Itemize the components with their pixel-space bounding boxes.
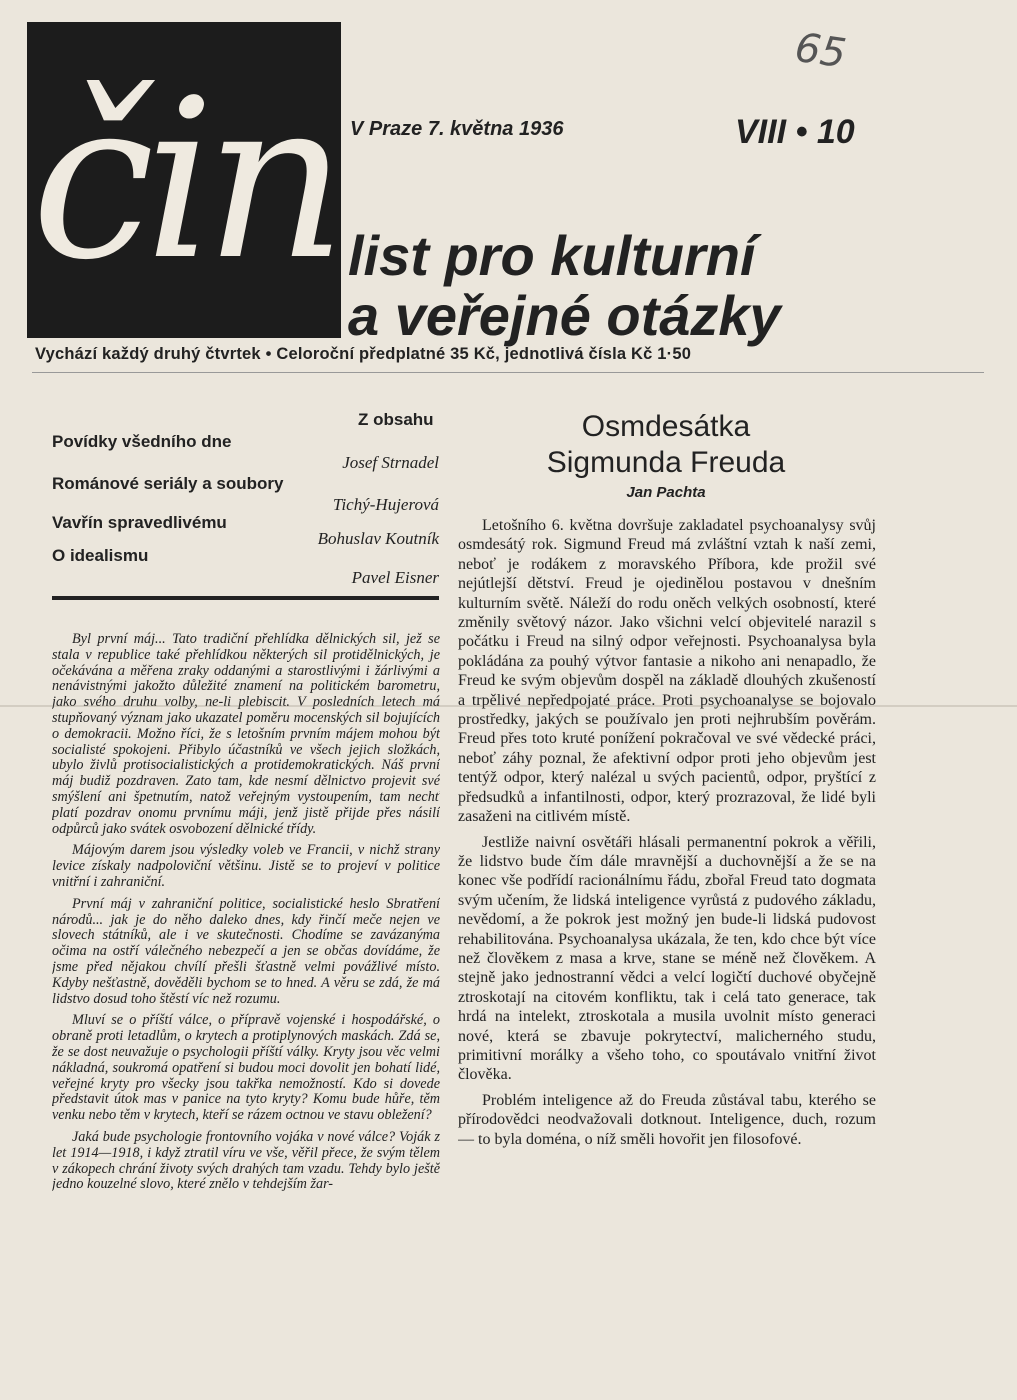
editorial-paragraph: Byl první máj... Tato tradiční přehlídka dělnických sil, jež se stala v republice také přehlídkou některých sil protidělnických, je očekávána a měřena zraky oddanými a starostlivými i žárlivými a nenávistnými jakožto důležité znamení na politickém barometru, jako svého druhu volby, ne-li plebiscit. V posledních letech má stupňovaný význam jako ukazatel poměru mocenských sil bojujících o demokracii. Možno říci, že s letošním prvním májem mohou být socialisté spokojeni. Přibylo účastníků ve všech jejich složkách, ubylo živlů protisocialistických a protidemokratických. Náš první máj budiž pozdraven. Zato tam, kde nesmí dělnictvo projevit své smýšlení ani špetnutím, natož veřejným vystoupením, tam nechť platí pozdrav onomu prvnímu máji, jenž jistě přijde přes násilí odpůrců jako svátek osvobození dělnické třídy. xyxy=(52,632,440,837)
dateline: V Praze 7. května 1936 xyxy=(350,118,564,140)
contents-title: Románové seriály a soubory xyxy=(52,474,284,493)
subtitle-line-1: list pro kulturní xyxy=(348,224,756,287)
contents-title: Povídky všedního dne xyxy=(52,432,232,451)
logo-text: čin xyxy=(31,52,337,308)
header-divider xyxy=(32,372,984,373)
article-paragraph: Letošního 6. května dovršuje zakladatel psychoanalysy svůj osmdesátý rok. Sigmund Freud má zvláštní vztah k naší zemi, neboť je rodákem z moravského Příbora, kde prožil své nejútlejší dětství. Freud je ojedinělou postavou v dnešním kulturním světě. Náleží do rodu oněch velkých osobností, které změnily světový názor. Jako všichni velcí objevitelé narazil s počátku i Freud na silný odpor veřejnosti. Psychoanalysa byla pokládána za pouhý výtvor fantasie a nikoho ani nenapadlo, že Freud ke svým objevům dospěl na základě dlouhých zkušeností a trpělivé nepředpojaté práce. Proti psychoanalyse se bojovalo prostředky, jakých se používalo jen proti nejhrubším pověrám. Freud přes toto kruté ponížení pokračoval ve své vědecké práci, neboť záhy poznal, že afektivní odpor proti jeho objevům jest tentýž odpor, který nalézal u svých pacientů, odpor, pryštící z předsudků a infantilnosti, odpor, který prozrazoval, že lidé byli zasaženi na citlivém místě. xyxy=(458,517,876,826)
contents-title: Vavřín spravedlivému xyxy=(52,513,227,532)
article-author: Jan Pachta xyxy=(626,484,706,501)
editorial-column xyxy=(52,632,440,1377)
contents-author: Tichý-Hujerová xyxy=(332,495,439,514)
editorial-paragraph: Jaká bude psychologie frontovního vojáka v nové válce? Voják z let 1914—1918, i když ztratil víru ve vše, věřil přece, že svým tělem v zákopech chrání životy svých drahých tam vzadu. Tehdy bylo ještě jedno kouzelné slovo, které znělo v tehdejším žar- xyxy=(52,1128,440,1193)
subscription-info: Vychází každý druhý čtvrtek • Celoroční předplatné 35 Kč, jednotlivá čísla Kč 1·50 xyxy=(35,345,692,363)
article-paragraph: Problém inteligence až do Freuda zůstával tabu, kterého se přírodovědci neodvažovali dotknout. Inteligence, duch, rozum — to byla doména, o níž směli hovořit jen filosofové. xyxy=(458,1091,876,1148)
editorial-paragraph: Mluví se o příští válce, o přípravě vojenské i hospodářské, o obraně proti letadlům, o krytech a protiplynových maskách. Zdá se, že se dost neuvažuje o psychologii příští války. Kryty jsou věc velmi nákladná, soukromá opatření si budou moci dovolit jen bohatí lidé, veřejné kryty pro všecky jsou takřka nemožností. Kdo si dovede představit útok mas v panice na tyto kryty? Komu bude hůře, těm venku nebo těm v krytech, kteří se rázem octnou ve stavu obležení? xyxy=(52,1012,440,1124)
contents-divider xyxy=(52,596,439,600)
article-column xyxy=(458,516,876,1386)
handwritten-note: 65 xyxy=(792,24,849,78)
article-paragraph: Jestliže naivní osvětáři hlásali permanentní pokrok a věřili, že lidstvo bude čím dále mravnější a duchovnější a že se na konec vše podřídí racionálnímu řádu, zbořal Freud tato dogmata svým učením, že lidská inteligence vyrůstá z pudového základu, nevědomí, a že pokrok jest možný jen bude-li lidská pudovost rehabilitována. Psychoanalysa ukázala, že ten, kdo chce být více než člověkem z masa a krve, stane se méně než člověkem. A stejně jako jednostranní vědci a velcí logičtí duchové obyčejně ztroskotají na citovém konfliktu, tak i celá tato generace, tak hrdá na intelekt, ztroskotala a musila uvolnit místo generaci nové, která se zbavuje pokrytectví, malicherného studu, primitivní morálky a všeho toho, co spoutávalo vnitřní život člověka. xyxy=(458,833,876,1084)
contents-author: Josef Strnadel xyxy=(342,453,439,472)
contents-heading: Z obsahu xyxy=(358,410,434,429)
issue-number: VIII • 10 xyxy=(735,113,855,151)
masthead-logo xyxy=(27,22,341,338)
paper-fold-crease xyxy=(0,705,1017,707)
article-title-line-1: Osmdesátka xyxy=(581,410,751,443)
editorial-paragraph: První máj v zahraniční politice, socialistické heslo Sbratření národů... jak je do něho daleko dnes, kdy řinčí meče nejen ve slovech státníků, ale i ve skutečnosti. Chodíme se zavázanýma očima na ostří válečného nebezpečí a jen se občas dovídáme, že jsme před nějakou chvílí přešli šťastně velmi povážlivé místo. Kdyby nešťastně, dověděli bychom se to hned. A věru se zdá, že má lidstvo dosud toho štěstí víc než rozumu. xyxy=(52,895,440,1007)
subtitle-line-2: a veřejné otázky xyxy=(348,284,781,347)
contents-title: O idealismu xyxy=(52,546,149,565)
contents-author: Bohuslav Koutník xyxy=(317,529,439,548)
article-title-line-2: Sigmunda Freuda xyxy=(546,446,786,479)
editorial-paragraph: Májovým darem jsou výsledky voleb ve Francii, v nichž strany levice získaly nadpoloviční většinu. Jistě se to projeví v politice vnitřní i zahraniční. xyxy=(52,842,440,890)
contents-author: Pavel Eisner xyxy=(351,568,439,587)
